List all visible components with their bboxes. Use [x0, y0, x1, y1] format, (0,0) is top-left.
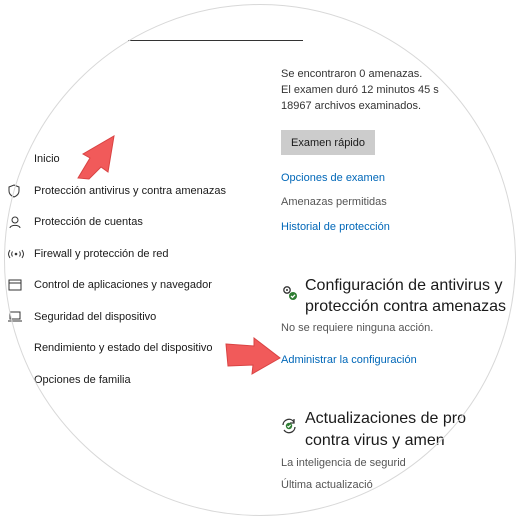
sidebar-item-label: Inicio: [34, 153, 60, 165]
sidebar-item-label: Control de aplicaciones y navegador: [34, 279, 212, 291]
security-intelligence-text: La inteligencia de segurid: [281, 457, 406, 469]
sidebar-item-firewall[interactable]: [34, 248, 169, 260]
quick-scan-button[interactable]: Examen rápido: [281, 130, 375, 155]
threats-found-text: Se encontraron 0 amenazas.: [281, 68, 423, 80]
sidebar-item-app-browser-control[interactable]: [34, 279, 212, 291]
files-scanned-text: 18967 archivos examinados.: [281, 100, 422, 112]
sidebar-item-label: Protección antivirus y contra amenazas: [34, 185, 226, 197]
sidebar-item-label: Opciones de familia: [34, 374, 131, 386]
red-arrow-indicator: [74, 134, 132, 180]
allowed-threats-text: Amenazas permitidas: [281, 196, 387, 208]
last-update-text: Última actualizació: [281, 479, 373, 491]
sidebar-item-family-options[interactable]: [34, 374, 131, 386]
settings-status-text: No se requiere ninguna acción.: [281, 322, 434, 334]
scan-options-link[interactable]: Opciones de examen: [281, 172, 385, 184]
settings-gear-icon: [281, 284, 299, 307]
updates-section-title-line2: contra virus y amen: [305, 432, 445, 449]
search-box-underline: [128, 40, 303, 41]
updates-section-title-line1: Actualizaciones de pro: [305, 410, 466, 427]
settings-section-title-line2: protección contra amenazas: [305, 298, 506, 315]
shield-icon: [8, 184, 22, 198]
sidebar-item-label: Seguridad del dispositivo: [34, 311, 157, 323]
settings-section-title-line1: Configuración de antivirus y: [305, 277, 503, 294]
wifi-icon: [8, 247, 22, 261]
red-arrow-indicator: [224, 336, 282, 376]
sidebar-item-label: Protección de cuentas: [34, 216, 143, 228]
sidebar-item-device-security[interactable]: [34, 311, 156, 323]
protection-history-link[interactable]: Historial de protección: [281, 221, 390, 233]
sidebar-item-antivirus[interactable]: [34, 185, 226, 197]
person-icon: [8, 215, 22, 229]
sidebar-item-label: Rendimiento y estado del dispositivo: [34, 342, 213, 354]
browser-icon: [8, 279, 22, 293]
update-refresh-icon: [280, 417, 298, 440]
manage-settings-link[interactable]: Administrar la configuración: [281, 354, 417, 366]
sidebar-item-home[interactable]: [34, 153, 60, 165]
laptop-icon: [8, 311, 22, 325]
sidebar-item-device-performance[interactable]: [34, 342, 213, 354]
scan-duration-text: El examen duró 12 minutos 45 s: [281, 84, 439, 96]
sidebar-item-accounts[interactable]: [34, 216, 143, 228]
sidebar-item-label: Firewall y protección de red: [34, 248, 169, 260]
